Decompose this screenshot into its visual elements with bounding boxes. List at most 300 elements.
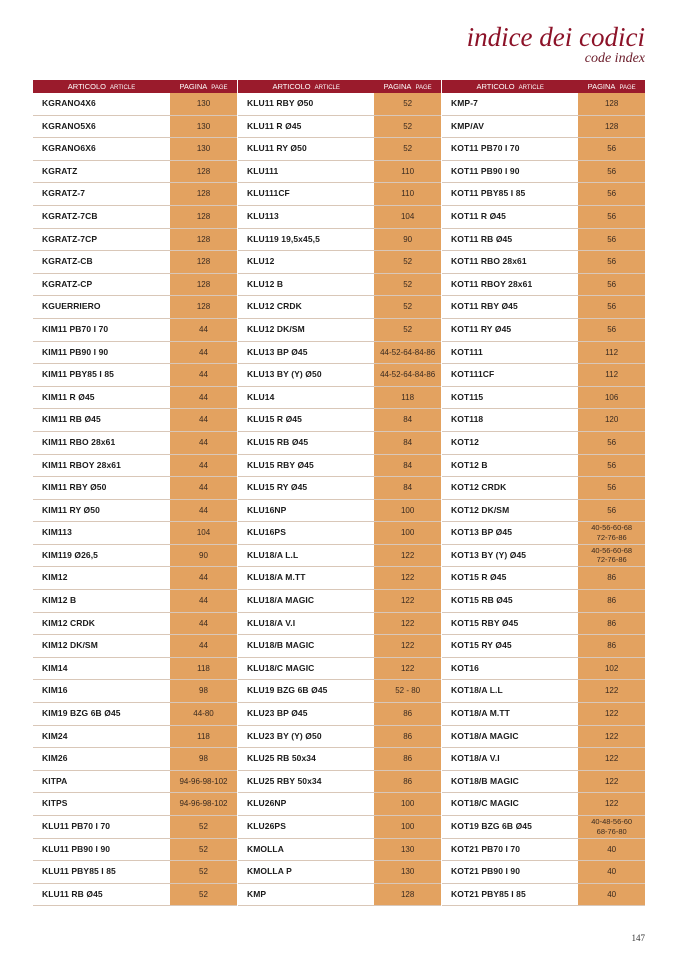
index-row (442, 387, 645, 410)
article-code: KOT11 RB Ø45 (451, 233, 513, 244)
header-pagina-label: PAGINA (179, 82, 208, 91)
index-row (33, 816, 237, 839)
index-row (238, 229, 441, 252)
article-code: KOT13 BP Ø45 (451, 527, 513, 538)
page-reference: 44 (170, 635, 237, 657)
index-row (33, 839, 237, 862)
article-code: KIM11 PB90 I 90 (42, 346, 109, 357)
page-reference: 56 (578, 500, 645, 522)
index-row (238, 296, 441, 319)
page-reference: 118 (374, 387, 441, 409)
article-code: KIM113 (42, 527, 72, 538)
article-code: KIM119 Ø26,5 (42, 549, 99, 560)
article-code: KLU11 PB90 I 90 (42, 843, 111, 854)
article-code: KMP/AV (451, 120, 485, 131)
index-row (33, 387, 237, 410)
page-reference: 84 (374, 409, 441, 431)
article-code: KOT16 (451, 662, 479, 673)
article-code: KLU13 BP Ø45 (247, 346, 308, 357)
index-row (442, 748, 645, 771)
index-row (33, 251, 237, 274)
article-code: KOT18/B MAGIC (451, 775, 519, 786)
column-header (33, 80, 237, 93)
article-code: KLU13 BY (Y) Ø50 (247, 369, 322, 380)
page-reference: 52 (374, 296, 441, 318)
index-row (238, 274, 441, 297)
article-code: KOT11 RY Ø45 (451, 323, 512, 334)
page-title: indice dei codici (466, 22, 645, 52)
article-code: KOT15 RBY Ø45 (451, 617, 519, 628)
index-row (442, 567, 645, 590)
index-row (238, 726, 441, 749)
page-reference: 130 (170, 93, 237, 115)
index-row (238, 251, 441, 274)
header-pagina-label: PAGINA (383, 82, 412, 91)
index-row (238, 138, 441, 161)
page-reference: 128 (578, 93, 645, 115)
page-reference: 56 (578, 319, 645, 341)
index-row (33, 658, 237, 681)
page-reference: 52 (374, 93, 441, 115)
page-reference: 128 (170, 274, 237, 296)
header-page (374, 80, 441, 93)
index-row (33, 635, 237, 658)
article-code: KMP (247, 888, 267, 899)
article-code: KOT11 RBY Ø45 (451, 301, 518, 312)
page-reference: 122 (578, 726, 645, 748)
index-row (442, 545, 645, 568)
article-code: KLU111CF (247, 188, 290, 199)
page-reference: 52 (170, 861, 237, 883)
page-reference: 84 (374, 455, 441, 477)
page-reference: 128 (170, 183, 237, 205)
index-row (33, 680, 237, 703)
index-row (442, 319, 645, 342)
article-code: KMOLLA P (247, 866, 292, 877)
article-code: KLU14 (247, 391, 275, 402)
article-code: KOT18/A MAGIC (451, 730, 519, 741)
page-reference: 44 (170, 364, 237, 386)
index-row (238, 861, 441, 884)
page-reference: 122 (578, 703, 645, 725)
page-reference: 130 (170, 138, 237, 160)
page-reference: 44 (170, 409, 237, 431)
article-code: KOT18/A M.TT (451, 708, 510, 719)
page-reference (578, 522, 645, 544)
page-reference: 56 (578, 477, 645, 499)
page-reference: 56 (578, 455, 645, 477)
article-code: KLU23 BP Ø45 (247, 708, 308, 719)
header-article (33, 80, 170, 93)
index-row (442, 206, 645, 229)
article-code: KLU12 B (247, 278, 284, 289)
header-pagina-label: PAGINA (587, 82, 616, 91)
page-reference: 56 (578, 183, 645, 205)
page-reference: 86 (578, 613, 645, 635)
article-code: KOT11 RBO 28x61 (451, 256, 527, 267)
header-page-label: PAGE (415, 85, 432, 91)
page-reference: 118 (170, 726, 237, 748)
page-reference: 122 (578, 748, 645, 770)
index-column-2 (237, 80, 441, 906)
page-reference: 44 (170, 342, 237, 364)
index-row (33, 545, 237, 568)
page-title-block (467, 22, 645, 67)
article-code: KLU11 RB Ø45 (42, 888, 103, 899)
page-reference: 94-96-98-102 (170, 793, 237, 815)
page-reference: 52 (374, 274, 441, 296)
article-code: KLU19 BZG 6B Ø45 (247, 685, 328, 696)
page-reference: 44 (170, 500, 237, 522)
index-row (33, 274, 237, 297)
index-row (33, 138, 237, 161)
page-reference-line-2: 72-76-86 (596, 532, 627, 542)
article-code: KIM11 RBY Ø50 (42, 482, 107, 493)
article-code: KIM12 (42, 572, 68, 583)
index-row (238, 680, 441, 703)
article-code: KGUERRIERO (42, 301, 101, 312)
page-reference (578, 545, 645, 567)
index-row (33, 726, 237, 749)
article-code: KOT11 PB90 I 90 (451, 165, 520, 176)
index-row (442, 116, 645, 139)
page-reference: 52 (374, 138, 441, 160)
page-reference: 128 (374, 884, 441, 906)
index-row (442, 658, 645, 681)
page-reference: 120 (578, 409, 645, 431)
page-reference: 110 (374, 161, 441, 183)
index-row (442, 703, 645, 726)
index-column-1 (33, 80, 237, 906)
page-reference: 122 (374, 545, 441, 567)
index-row (442, 793, 645, 816)
article-code: KLU11 RBY Ø50 (247, 98, 314, 108)
page-reference: 52 (374, 251, 441, 273)
article-code: KLU119 19,5x45,5 (247, 233, 320, 244)
page-reference: 44-52-64-84-86 (374, 364, 441, 386)
article-code: KLU18/C MAGIC (247, 662, 315, 673)
article-code: KOT15 RB Ø45 (451, 595, 513, 606)
page-reference: 86 (374, 703, 441, 725)
page-reference: 100 (374, 793, 441, 815)
article-code: KIM12 CRDK (42, 617, 95, 628)
index-row (33, 748, 237, 771)
index-row (238, 590, 441, 613)
index-row (33, 183, 237, 206)
article-code: KLU11 R Ø45 (247, 120, 302, 131)
article-code: KLU26NP (247, 798, 287, 809)
header-article-label: ARTICLE (109, 85, 136, 91)
article-code: KOT12 CRDK (451, 482, 507, 493)
index-row (33, 500, 237, 523)
page-reference-line-1: 40-56-60-68 (591, 523, 633, 533)
page-reference: 44 (170, 613, 237, 635)
page-reference: 104 (374, 206, 441, 228)
page-reference: 52 (170, 839, 237, 861)
index-row (442, 296, 645, 319)
page-reference: 52 (374, 116, 441, 138)
article-code: KIM14 (42, 662, 68, 673)
page-number: 147 (631, 933, 645, 943)
article-code: KLU11 RY Ø50 (247, 143, 307, 154)
page-reference: 100 (374, 500, 441, 522)
page-reference: 122 (374, 658, 441, 680)
index-row (442, 409, 645, 432)
article-code: KLU111 (247, 165, 279, 176)
page-reference: 90 (170, 545, 237, 567)
page-reference: 56 (578, 274, 645, 296)
page-reference: 44-80 (170, 703, 237, 725)
article-code: KITPS (42, 798, 68, 809)
article-code: KIM19 BZG 6B Ø45 (42, 708, 121, 719)
index-row (442, 522, 645, 545)
article-code: KIM12 DK/SM (42, 640, 98, 651)
page-reference: 44 (170, 567, 237, 589)
article-code: KLU12 (247, 256, 275, 267)
page-reference: 122 (374, 635, 441, 657)
article-code: KOT115 (451, 391, 484, 402)
header-article-label: ARTICLE (314, 85, 340, 91)
page-reference: 86 (578, 635, 645, 657)
article-code: KLU15 R Ø45 (247, 414, 302, 425)
page-reference: 94-96-98-102 (170, 771, 237, 793)
page-reference: 102 (578, 658, 645, 680)
index-row (33, 116, 237, 139)
page-reference: 44 (170, 477, 237, 499)
article-code: KLU18/A M.TT (247, 572, 306, 583)
article-code: KLU12 CRDK (247, 301, 302, 312)
article-code: KMOLLA (247, 843, 284, 854)
page-reference: 52 (374, 319, 441, 341)
index-row (442, 816, 645, 839)
index-row (238, 387, 441, 410)
page-reference: 86 (578, 590, 645, 612)
index-row (442, 342, 645, 365)
index-row (442, 274, 645, 297)
page-reference: 40 (578, 884, 645, 906)
article-code: KIM11 RY Ø50 (42, 504, 100, 515)
article-code: KGRATZ-7CP (42, 233, 98, 244)
index-row (33, 206, 237, 229)
article-code: KIM11 RBOY 28x61 (42, 459, 121, 470)
page-reference: 104 (170, 522, 237, 544)
article-code: KGRANO6X6 (42, 143, 96, 154)
index-row (238, 477, 441, 500)
index-row (442, 590, 645, 613)
header-article (238, 80, 374, 93)
article-code: KOT18/A V.I (451, 753, 500, 764)
index-row (442, 839, 645, 862)
article-code: KLU15 RBY Ø45 (247, 459, 314, 470)
article-code: KIM12 B (42, 595, 77, 606)
index-row (33, 590, 237, 613)
article-code: KGRATZ-CP (42, 278, 93, 289)
header-articolo-label: ARTICOLO (67, 82, 106, 91)
page-reference: 130 (374, 839, 441, 861)
index-row (238, 116, 441, 139)
page-reference: 130 (170, 116, 237, 138)
article-code: KGRATZ-7 (42, 188, 86, 199)
index-row (442, 861, 645, 884)
index-row (33, 884, 237, 907)
index-row (33, 861, 237, 884)
page-reference: 100 (374, 522, 441, 544)
page-reference: 44 (170, 432, 237, 454)
index-row (33, 613, 237, 636)
index-row (442, 432, 645, 455)
index-row (33, 432, 237, 455)
index-row (33, 771, 237, 794)
article-code: KIM11 PB70 I 70 (42, 323, 109, 334)
page-reference: 128 (170, 229, 237, 251)
article-code: KOT18/A L.L (451, 685, 503, 696)
page-reference: 112 (578, 342, 645, 364)
index-row (238, 522, 441, 545)
article-code: KIM24 (42, 730, 68, 741)
article-code: KGRANO5X6 (42, 120, 96, 131)
page-reference: 40 (578, 861, 645, 883)
page-reference: 98 (170, 748, 237, 770)
column-header (442, 80, 645, 93)
index-row (33, 364, 237, 387)
page-reference: 112 (578, 364, 645, 386)
index-row (33, 296, 237, 319)
page-reference: 86 (374, 748, 441, 770)
index-row (238, 409, 441, 432)
header-article-label: ARTICLE (518, 85, 544, 91)
article-code: KLU26PS (247, 821, 286, 831)
index-row (33, 409, 237, 432)
article-code: KIM26 (42, 753, 68, 764)
index-row (238, 771, 441, 794)
article-code: KOT15 RY Ø45 (451, 640, 512, 651)
header-page-label: PAGE (211, 85, 228, 91)
page-reference: 84 (374, 432, 441, 454)
page-reference: 40 (578, 839, 645, 861)
index-row (33, 703, 237, 726)
article-code: KLU11 PBY85 I 85 (42, 866, 116, 877)
index-row (238, 432, 441, 455)
index-row (33, 319, 237, 342)
article-code: KLU18/A L.L (247, 549, 299, 560)
index-row (442, 635, 645, 658)
page-reference: 128 (170, 206, 237, 228)
index-row (442, 680, 645, 703)
page-reference: 86 (374, 771, 441, 793)
index-row (238, 206, 441, 229)
index-row (33, 342, 237, 365)
article-code: KIM11 RBO 28x61 (42, 436, 116, 447)
page-reference: 44 (170, 319, 237, 341)
index-row (238, 364, 441, 387)
page-reference: 56 (578, 432, 645, 454)
article-code: KOT12 B (451, 459, 488, 470)
index-row (442, 161, 645, 184)
index-row (33, 522, 237, 545)
index-row (238, 884, 441, 907)
index-row (442, 93, 645, 116)
index-row (442, 884, 645, 907)
article-code: KIM11 R Ø45 (42, 391, 95, 402)
index-row (442, 364, 645, 387)
article-code: KLU18/A V.I (247, 617, 296, 628)
article-code: KOT11 PBY85 I 85 (451, 188, 526, 199)
article-code: KIM16 (42, 685, 68, 696)
article-code: KOT15 R Ø45 (451, 572, 507, 583)
page-reference: 56 (578, 296, 645, 318)
index-row (442, 500, 645, 523)
page-reference: 52 (170, 816, 237, 838)
page-reference: 86 (374, 726, 441, 748)
page-reference: 122 (578, 771, 645, 793)
page-reference: 56 (578, 206, 645, 228)
index-row (442, 183, 645, 206)
page-reference: 44 (170, 590, 237, 612)
index-row (442, 477, 645, 500)
index-row (442, 771, 645, 794)
page-reference-line-1: 40-48-56-60 (591, 817, 633, 826)
article-code: KOT11 R Ø45 (451, 210, 506, 221)
index-row (33, 93, 237, 116)
article-code: KOT118 (451, 414, 484, 425)
index-row (238, 455, 441, 478)
page-subtitle: code index (584, 51, 645, 66)
header-page (170, 80, 237, 93)
index-row (238, 161, 441, 184)
article-code: KOT21 PB90 I 90 (451, 866, 521, 877)
article-code: KIM11 PBY85 I 85 (42, 369, 114, 380)
page-reference: 56 (578, 251, 645, 273)
page-reference: 118 (170, 658, 237, 680)
page-reference: 128 (170, 251, 237, 273)
article-code: KOT11 RBOY 28x61 (451, 278, 533, 289)
index-row (33, 793, 237, 816)
page-reference: 44 (170, 387, 237, 409)
header-page-label: PAGE (619, 85, 636, 91)
article-code: KLU12 DK/SM (247, 323, 305, 334)
page-reference-line-2: 68-76-80 (596, 826, 627, 836)
article-code: KOT13 BY (Y) Ø45 (451, 549, 527, 560)
page-reference: 110 (374, 183, 441, 205)
page-reference: 84 (374, 477, 441, 499)
index-row (238, 342, 441, 365)
article-code: KLU23 BY (Y) Ø50 (247, 730, 322, 741)
page-reference: 44-52-64-84-86 (374, 342, 441, 364)
article-code: KOT12 (451, 436, 479, 447)
page-reference: 122 (578, 793, 645, 815)
article-code: KLU16PS (247, 527, 286, 538)
code-index-table (33, 80, 645, 906)
article-code: KGRATZ-7CB (42, 210, 98, 221)
article-code: KITPA (42, 775, 68, 786)
index-column-3 (441, 80, 645, 906)
page-reference: 122 (374, 590, 441, 612)
index-row (238, 183, 441, 206)
article-code: KOT111CF (451, 369, 495, 380)
page-reference: 56 (578, 229, 645, 251)
index-row (238, 545, 441, 568)
page-reference: 130 (374, 861, 441, 883)
index-row (238, 658, 441, 681)
header-article (442, 80, 578, 93)
article-code: KOT111 (451, 346, 483, 357)
article-code: KOT21 PB70 I 70 (451, 843, 521, 854)
index-row (238, 703, 441, 726)
article-code: KIM11 RB Ø45 (42, 414, 101, 425)
index-row (238, 793, 441, 816)
page-reference: 52 - 80 (374, 680, 441, 702)
article-code: KGRANO4X6 (42, 98, 96, 108)
